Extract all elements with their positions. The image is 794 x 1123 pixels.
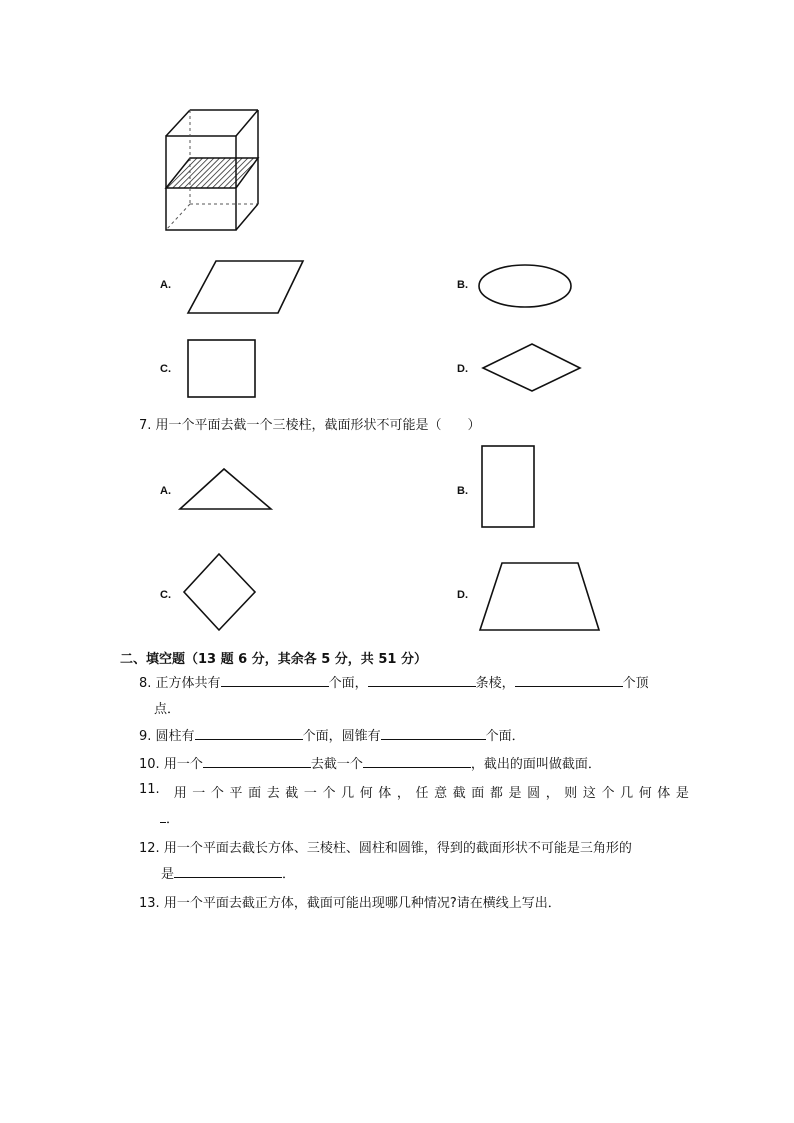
q11-tail: ． bbox=[166, 812, 180, 827]
q11-line-2 bbox=[160, 808, 179, 827]
q9-line bbox=[139, 725, 525, 744]
q8-text-5: 点． bbox=[154, 702, 181, 717]
q8-blank-2[interactable] bbox=[368, 674, 476, 687]
section-2-title: 二、填空题（13 题 6 分，其余各 5 分，共 51 分） bbox=[120, 652, 427, 667]
q13-line bbox=[139, 892, 561, 911]
q10-text-3: ，截出的面叫做截面． bbox=[470, 757, 601, 772]
rhombus-shape bbox=[481, 342, 583, 394]
q7-option-b-label: B. bbox=[457, 485, 468, 497]
q8-text-1: 正方体共有 bbox=[155, 676, 221, 691]
q8-text-4: 个顶 bbox=[622, 676, 649, 691]
q7-option-a-label: A. bbox=[160, 485, 171, 497]
q12-number: 12. bbox=[139, 841, 160, 856]
q12-blank[interactable] bbox=[174, 865, 282, 878]
q12-text-2: 是 bbox=[161, 867, 175, 882]
q6-option-b-label: B. bbox=[457, 279, 468, 291]
q11-line bbox=[139, 782, 695, 801]
cube-figure bbox=[160, 104, 265, 234]
q8-blank-3[interactable] bbox=[515, 674, 623, 687]
ellipse-shape bbox=[476, 262, 574, 310]
q10-text-1: 用一个 bbox=[163, 757, 203, 772]
q9-text-1: 圆柱有 bbox=[155, 729, 195, 744]
q6-option-c-label: C. bbox=[160, 363, 171, 375]
q6-option-d-label: D. bbox=[457, 363, 468, 375]
q8-blank-1[interactable] bbox=[221, 674, 329, 687]
q12-line-1 bbox=[139, 837, 632, 856]
trapezoid-shape bbox=[478, 560, 602, 634]
q10-number: 10. bbox=[139, 757, 160, 772]
q10-line bbox=[139, 753, 601, 772]
parallelogram-shape bbox=[186, 258, 306, 316]
q10-text-2: 去截一个 bbox=[310, 757, 363, 772]
square-shape bbox=[186, 338, 258, 400]
q13-number: 13. bbox=[139, 896, 160, 911]
q9-text-3: 个面． bbox=[485, 729, 525, 744]
q7-option-c-label: C. bbox=[160, 589, 171, 601]
q9-number: 9. bbox=[139, 729, 152, 744]
q7-option-d-label: D. bbox=[457, 589, 468, 601]
rectangle-shape bbox=[480, 444, 538, 530]
q11-text: 用一个平面去截一个几何体，任意截面都是圆，则这个几何体是 bbox=[173, 786, 695, 801]
q11-number: 11. bbox=[139, 782, 160, 797]
q10-blank-1[interactable] bbox=[203, 755, 311, 768]
q13-text: 用一个平面去截正方体，截面可能出现哪几种情况?请在横线上写出． bbox=[163, 896, 561, 911]
q12-text: 用一个平面去截长方体、三棱柱、圆柱和圆锥，得到的截面形状不可能是三角形的 bbox=[163, 841, 632, 856]
q8-text-3: 条棱， bbox=[475, 676, 515, 691]
q8-text-2: 个面， bbox=[328, 676, 368, 691]
q12-line-2 bbox=[161, 863, 295, 882]
q9-text-2: 个面，圆锥有 bbox=[302, 729, 381, 744]
q10-blank-2[interactable] bbox=[363, 755, 471, 768]
q12-text-3: ． bbox=[282, 867, 296, 882]
q6-option-a-label: A. bbox=[160, 279, 171, 291]
q9-blank-2[interactable] bbox=[381, 727, 486, 740]
diamond-shape bbox=[182, 552, 258, 634]
q8-line-1 bbox=[139, 672, 649, 691]
q7-question: 7. 用一个平面去截一个三棱柱，截面形状不可能是（ ） bbox=[139, 418, 481, 433]
triangle-shape bbox=[178, 467, 274, 513]
q8-number: 8. bbox=[139, 676, 152, 691]
q9-blank-1[interactable] bbox=[195, 727, 303, 740]
